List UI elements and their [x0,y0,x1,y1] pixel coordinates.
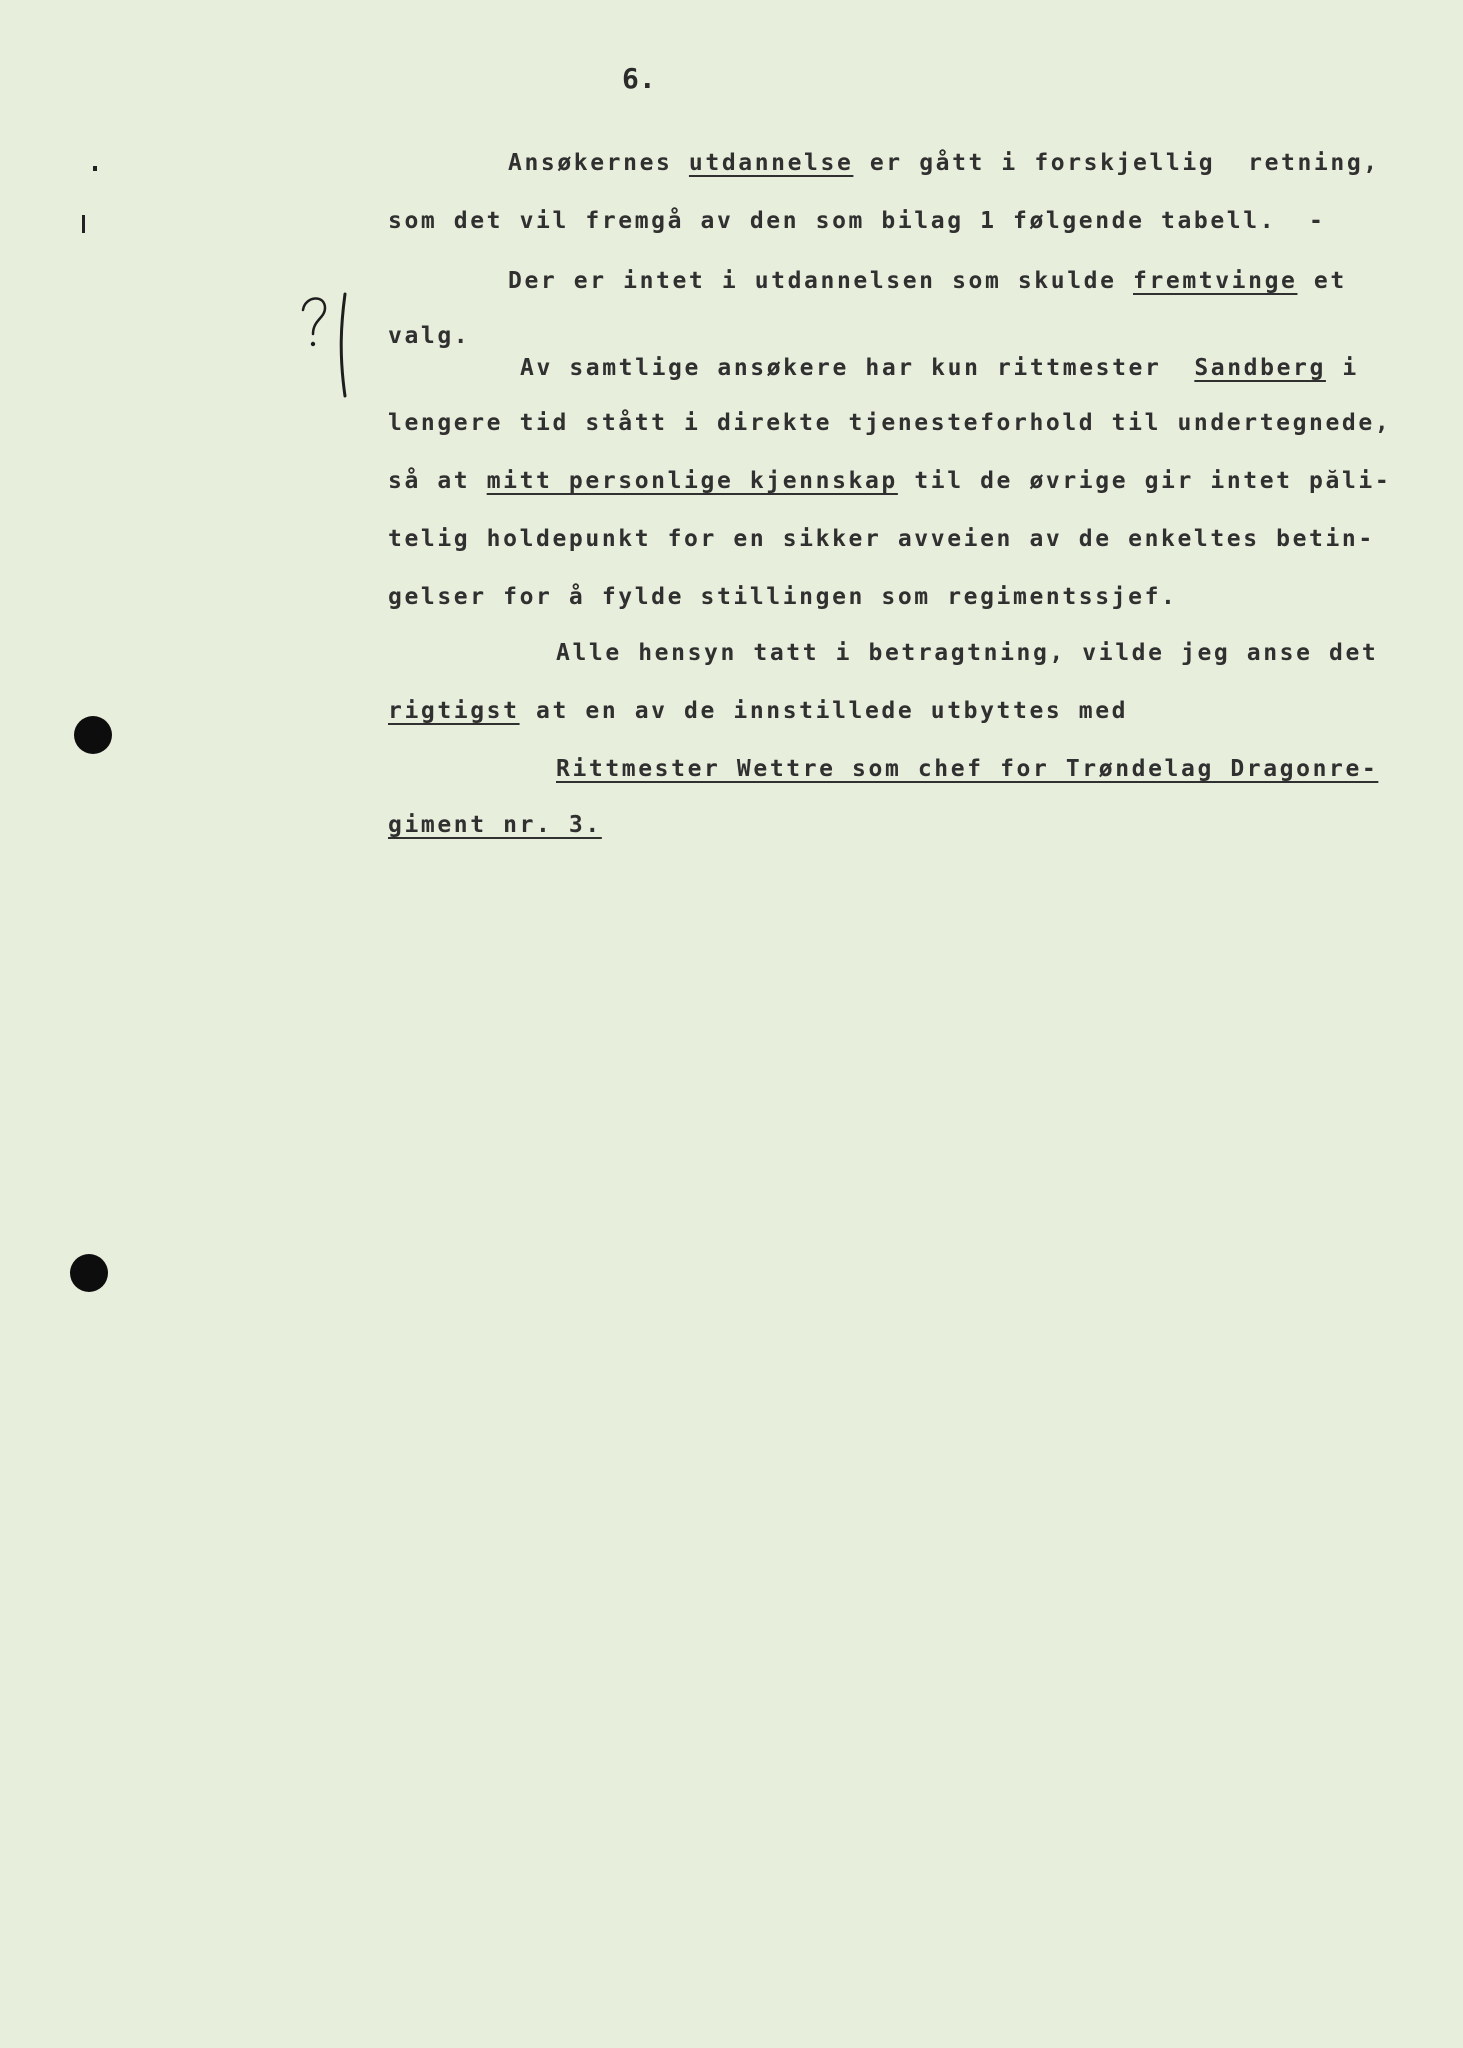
text-line [388,526,1375,552]
margin-dot [93,166,97,171]
handwritten-question-mark-icon [295,284,375,404]
underlined-text: fremtvinge [1133,268,1298,294]
underlined-text: Sandberg [1194,355,1326,381]
text-line [388,323,470,349]
text-line [388,812,602,838]
text-line [556,756,1378,782]
underlined-text: giment nr. 3. [388,812,602,838]
text-segment: at en av de innstillede utbyttes med [519,698,1129,724]
text-segment: til de øvrige gir intet păli- [897,468,1392,494]
text-segment: så at [388,468,487,494]
underlined-text: rigtigst [388,698,520,724]
text-line [388,584,1177,610]
text-line [508,150,1380,176]
page-number: 6. [622,62,656,95]
text-segment: gelser for å fylde stillingen som regimentssjef. [388,584,1178,610]
text-line [388,208,1326,234]
text-line [508,268,1347,294]
text-segment: lengere tid stått i direkte tjenesteforhold til undertegnede, [388,410,1392,436]
underlined-text: mitt personlige kjennskap [486,468,898,494]
punch-hole-top [74,716,112,754]
text-segment: valg. [388,323,471,349]
text-segment: Der er intet i utdannelsen som skulde [508,268,1133,294]
text-segment: som det vil fremgå av den som bilag 1 følgende tabell. - [388,208,1326,234]
punch-hole-bottom [70,1254,108,1292]
text-segment: telig holdepunkt for en sikker avveien av de enkeltes betin- [388,526,1375,552]
text-line [556,640,1378,666]
underlined-text: utdannelse [688,150,854,176]
text-segment: Ansøkernes [508,150,689,176]
margin-annotation [295,284,375,404]
text-segment: Av samtlige ansøkere har kun rittmester [520,355,1195,381]
text-segment: et [1297,268,1347,294]
text-line [388,468,1391,494]
text-segment: i [1325,355,1359,381]
text-line [388,698,1128,724]
margin-tick [82,215,85,233]
text-line [520,355,1359,381]
text-line [388,410,1391,436]
underlined-text: Rittmester Wettre som chef for Trøndelag Dragonre- [556,756,1379,782]
text-segment: Alle hensyn tatt i betragtning, vilde jeg anse det [556,640,1379,666]
text-segment: er gått i forskjellig retning, [853,150,1380,176]
